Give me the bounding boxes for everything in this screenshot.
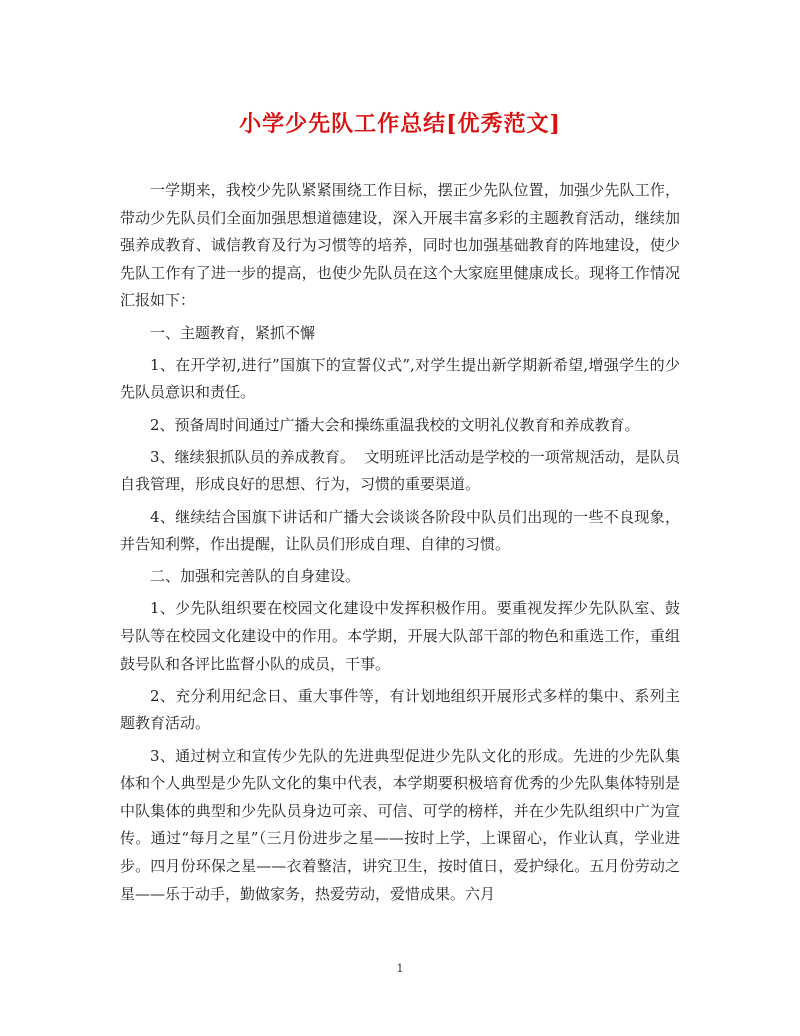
paragraph-1-1: 1、在开学初,进行”国旗下的宣誓仪式”,对学生提出新学期新希望,增强学生的少先队员意识和责任。: [120, 355, 680, 402]
paragraph-intro: 一学期来，我校少先队紧紧围绕工作目标，摆正少先队位置，加强少先队工作，带动少先队员们全面加强思想道德建设，深入开展丰富多彩的主题教育活动，继续加强养成教育、诚信教育及行为习惯等的培养，同时也加强基础教育的阵地建设，使少先队工作有了进一步的提高，也使少先队员在这个大家庭里健康成长。现将工作情况汇报如下：: [120, 181, 680, 310]
section-heading-2: 二、加强和完善队的自身建设。: [150, 567, 361, 586]
paragraph-2-3: 3、通过树立和宣传少先队的先进典型促进少先队文化的形成。先进的少先队集体和个人典型是少先队文化的集中代表，本学期要积极培育优秀的少先队集体特别是中队集体的典型和少先队员身边可亲、可信、可学的榜样，并在少先队组织中广为宣传。通过“每月之星”（三月份进步之星——按时上学，上课留心，作业认真，学业进步。四月份环保之星——衣着整洁，讲究卫生，按时值日，爱护绿化。五月份劳动之星——乐于动手，勤做家务，热爱劳动，爱惜成果。六月: [120, 746, 680, 903]
paragraph-1-2: 2、预备周时间通过广播大会和操练重温我校的文明礼仪教育和养成教育。: [150, 415, 640, 434]
section-heading-1: 一、主题教育，紧抓不懈: [150, 323, 316, 342]
paragraph-1-3: 3、继续狠抓队员的养成教育。 文明班评比活动是学校的一项常规活动，是队员自我管理，形成良好的思想、行为，习惯的重要渠道。: [120, 447, 680, 494]
paragraph-1-4: 4、继续结合国旗下讲话和广播大会谈谈各阶段中队员们出现的一些不良现象，并告知利弊，作出提醒，让队员们形成自理、自律的习惯。: [120, 507, 680, 554]
paragraph-2-1: 1、少先队组织要在校园文化建设中发挥积极作用。要重视发挥少先队队室、鼓号队等在校园文化建设中的作用。本学期，开展大队部干部的物色和重选工作，重组鼓号队和各评比监督小队的成员，干事。: [120, 599, 680, 673]
page-number: 1: [396, 962, 404, 975]
paragraph-2-2: 2、充分利用纪念日、重大事件等，有计划地组织开展形式多样的集中、系列主题教育活动。: [120, 686, 680, 733]
document-title: 小学少先队工作总结[优秀范文]: [239, 111, 561, 137]
document-body: [120, 177, 680, 908]
